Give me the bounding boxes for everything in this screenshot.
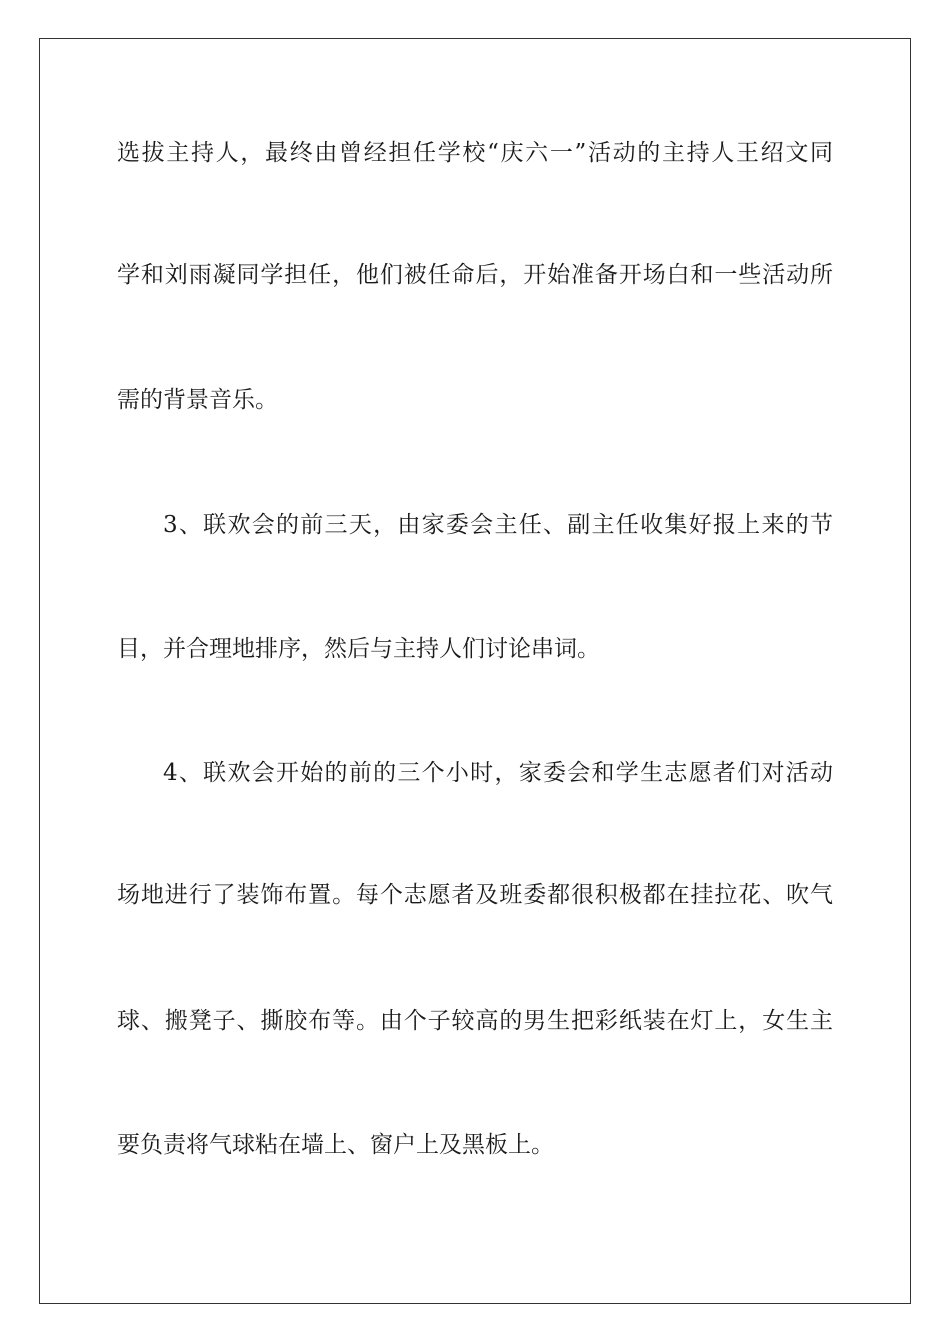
paragraph-3-line-2: 场地进行了装饰布置。每个志愿者及班委都很积极都在挂拉花、吹气 bbox=[117, 882, 833, 908]
paragraph-2-line-2: 目，并合理地排序，然后与主持人们讨论串词。 bbox=[117, 636, 600, 662]
paragraph-1-line-1: 选拔主持人，最终由曾经担任学校“庆六一”活动的主持人王绍文同 bbox=[117, 140, 833, 166]
paragraph-3-line-1: 4、联欢会开始的前的三个小时，家委会和学生志愿者们对活动 bbox=[163, 760, 833, 786]
paragraph-2-line-1: 3、联欢会的前三天，由家委会主任、副主任收集好报上来的节 bbox=[163, 512, 833, 538]
paragraph-1-line-2: 学和刘雨凝同学担任，他们被任命后，开始准备开场白和一些活动所 bbox=[117, 262, 833, 288]
paragraph-1-line-3: 需的背景音乐。 bbox=[117, 387, 278, 413]
paragraph-3-line-3: 球、搬凳子、撕胶布等。由个子较高的男生把彩纸装在灯上，女生主 bbox=[117, 1008, 833, 1034]
paragraph-3-line-4: 要负责将气球粘在墙上、窗户上及黑板上。 bbox=[117, 1132, 554, 1158]
page-border bbox=[39, 38, 911, 1304]
